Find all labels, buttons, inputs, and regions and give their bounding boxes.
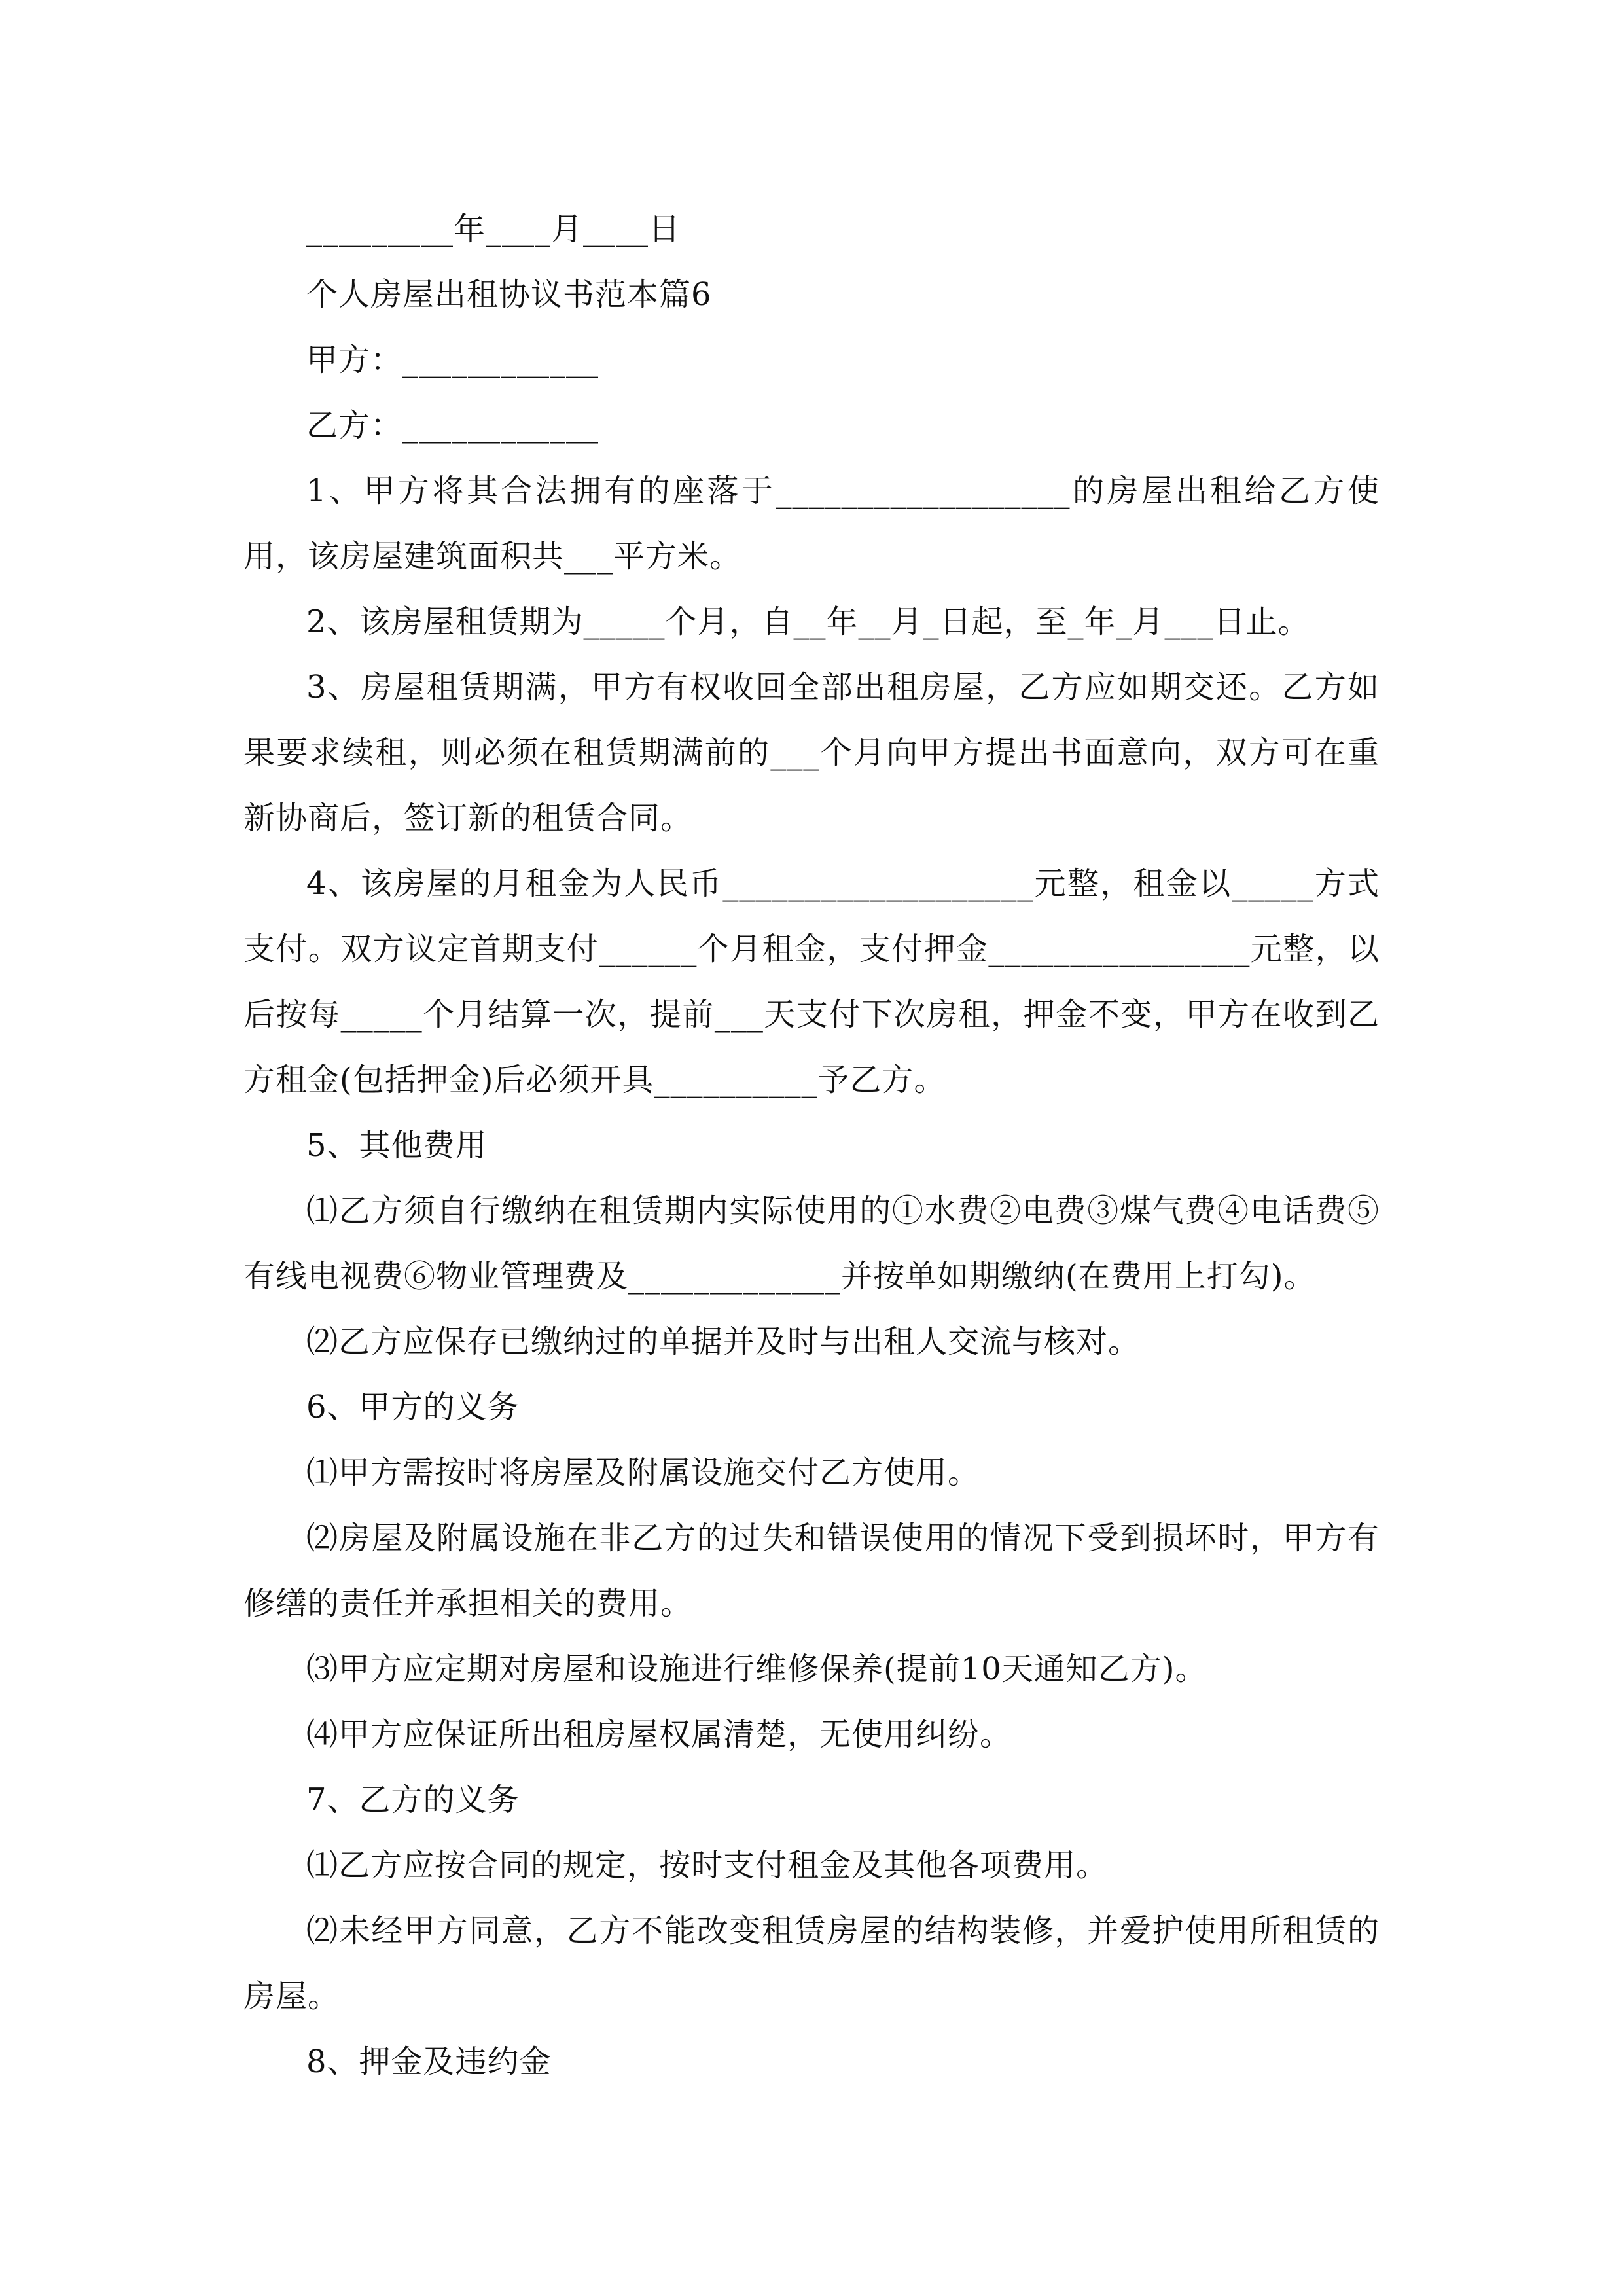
clause-8-heading: 8、押金及违约金: [306, 2043, 552, 2080]
clause-6-item-1: ⑴甲方需按时将房屋及附属设施交付乙方使用。: [306, 1454, 980, 1491]
party-b-line: 乙方：____________: [306, 407, 599, 444]
clause-6-item-4: ⑷甲方应保证所出租房屋权属清楚，无使用纠纷。: [306, 1716, 1012, 1753]
clause-3: 3、房屋租赁期满，甲方有权收回全部出租房屋，乙方应如期交还。乙方如果要求续租，则必须在租赁期满前的___个月向甲方提出书面意向，双方可在重新协商后，签订新的租赁合同。: [243, 669, 1380, 836]
clause-2: 2、该房屋租赁期为_____个月，自__年__月_日起，至_年_月___日止。: [306, 603, 1310, 640]
document-body: [243, 196, 1380, 2094]
clause-5-item-2: ⑵乙方应保存已缴纳过的单据并及时与出租人交流与核对。: [306, 1323, 1141, 1360]
clause-5-item-1: ⑴乙方须自行缴纳在租赁期内实际使用的①水费②电费③煤气费④电话费⑤有线电视费⑥物业管理费及_____________并按单如期缴纳(在费用上打勾)。: [243, 1193, 1380, 1295]
clause-7-heading: 7、乙方的义务: [306, 1782, 520, 1818]
clause-7-item-2: ⑵未经甲方同意，乙方不能改变租赁房屋的结构装修，并爱护使用所租赁的房屋。: [243, 1912, 1380, 2015]
clause-7-item-1: ⑴乙方应按合同的规定，按时支付租金及其他各项费用。: [306, 1847, 1109, 1884]
clause-6-item-2: ⑵房屋及附属设施在非乙方的过失和错误使用的情况下受到损坏时，甲方有修缮的责任并承担相关的费用。: [243, 1520, 1380, 1622]
clause-5-heading: 5、其他费用: [306, 1127, 488, 1164]
party-a-line: 甲方：____________: [306, 342, 599, 378]
section-title: 个人房屋出租协议书范本篇6: [306, 276, 712, 313]
clause-6-item-3: ⑶甲方应定期对房屋和设施进行维修保养(提前10天通知乙方)。: [306, 1651, 1207, 1687]
clause-6-heading: 6、甲方的义务: [306, 1389, 520, 1426]
clause-4: 4、该房屋的月租金为人民币___________________元整，租金以_____方式支付。双方议定首期支付______个月租金，支付押金________________元整，以后按每_____个月结算一次，提前___天支付下次房租，押金不变，甲方在收到乙方租金(包括押金)后必须开具__________予乙方。: [243, 865, 1380, 1098]
clause-1: 1、甲方将其合法拥有的座落于__________________的房屋出租给乙方使用，该房屋建筑面积共___平方米。: [243, 473, 1380, 575]
date-line: _________年____月____日: [306, 211, 681, 247]
